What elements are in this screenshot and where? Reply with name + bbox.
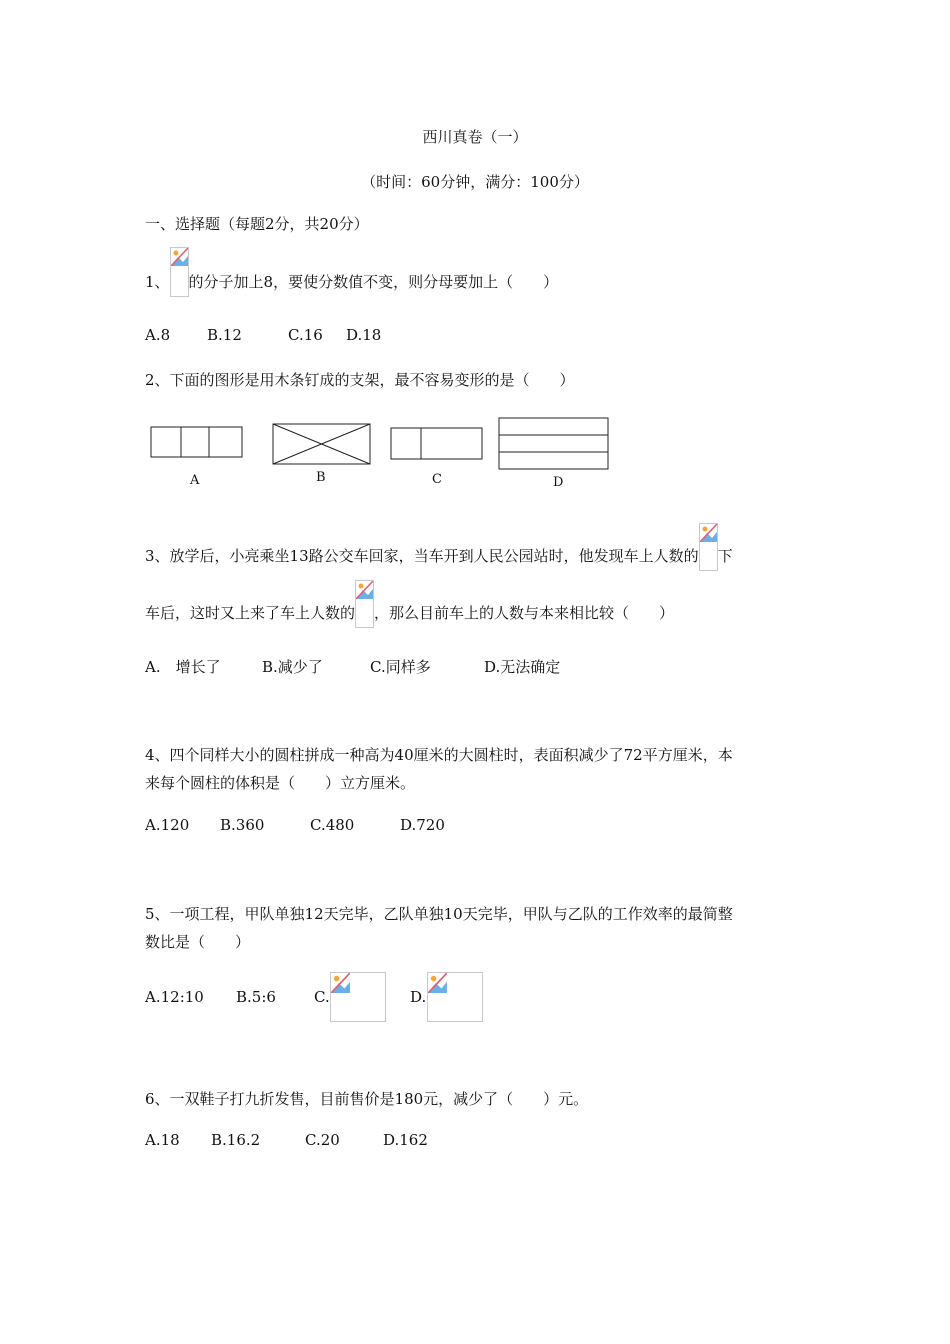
- q3-option-d: D.无法确定: [484, 658, 561, 676]
- page-subtitle: （时间：60分钟，满分：100分）: [361, 173, 589, 191]
- frame-figure-b: [272, 423, 372, 467]
- q1-option-a: A.8: [145, 326, 171, 344]
- q1-option-c: C.16: [288, 326, 323, 344]
- q5-option-c: C.: [314, 988, 330, 1006]
- q3-option-c: C.同样多: [370, 658, 431, 676]
- section-heading: 一、选择题（每题2分，共20分）: [145, 215, 369, 233]
- broken-image-icon: [330, 972, 386, 1022]
- figure-label-b: B: [316, 470, 326, 485]
- question-4-line-1: 4、四个同样大小的圆柱拼成一种高为40厘米的大圆柱时，表面积减少了72平方厘米，本: [145, 746, 733, 764]
- q3-option-b: B.减少了: [262, 658, 323, 676]
- question-1-text: 的分子加上8，要使分数值不变，则分母要加上（ ）: [188, 273, 559, 291]
- figure-label-c: C: [432, 472, 442, 487]
- figure-label-a: A: [190, 473, 200, 488]
- broken-image-icon: [699, 523, 718, 571]
- question-6: 6、一双鞋子打九折发售，目前售价是180元，减少了（ ）元。: [145, 1090, 589, 1108]
- figure-label-d: D: [553, 475, 564, 490]
- q1-option-b: B.12: [207, 326, 242, 344]
- question-1-number: 1、: [145, 273, 170, 291]
- q4-option-d: D.720: [400, 816, 445, 834]
- broken-image-icon: [427, 972, 483, 1022]
- question-4-line-2: 来每个圆柱的体积是（ ）立方厘米。: [145, 774, 416, 792]
- page-title: 西川真卷（一）: [422, 128, 528, 146]
- q6-option-d: D.162: [383, 1131, 428, 1149]
- frame-figure-c: [390, 427, 485, 463]
- question-5-line-2: 数比是（ ）: [145, 933, 251, 951]
- q5-option-b: B.5:6: [236, 988, 276, 1006]
- question-3-line-1: 3、放学后，小亮乘坐13路公交车回家，当车开到人民公园站时，他发现车上人数的 下: [145, 543, 733, 571]
- question-1: [145, 269, 558, 297]
- question-5-line-1: 5、一项工程，甲队单独12天完毕，乙队单独10天完毕，甲队与乙队的工作效率的最简整: [145, 905, 733, 923]
- q5-option-a: A.12:10: [145, 988, 204, 1006]
- q5-option-d: D.: [410, 988, 427, 1006]
- q4-option-a: A.120: [145, 816, 190, 834]
- frame-figure-d: [498, 416, 611, 472]
- frame-figure-a: [150, 425, 245, 461]
- q6-option-b: B.16.2: [211, 1131, 261, 1149]
- broken-image-icon: [355, 580, 374, 628]
- question-3-line-2: 车后，这时又上来了车上人数的 ，那么目前车上的人数与本来相比较（ ）: [145, 600, 674, 628]
- q3-option-a: A. 增长了: [145, 658, 221, 676]
- q1-option-d: D.18: [346, 326, 382, 344]
- q4-option-c: C.480: [310, 816, 355, 834]
- q4-option-b: B.360: [220, 816, 265, 834]
- broken-image-icon: [170, 247, 189, 297]
- q6-option-c: C.20: [305, 1131, 340, 1149]
- question-2: 2、下面的图形是用木条钉成的支架，最不容易变形的是（ ）: [145, 371, 575, 389]
- q6-option-a: A.18: [145, 1131, 180, 1149]
